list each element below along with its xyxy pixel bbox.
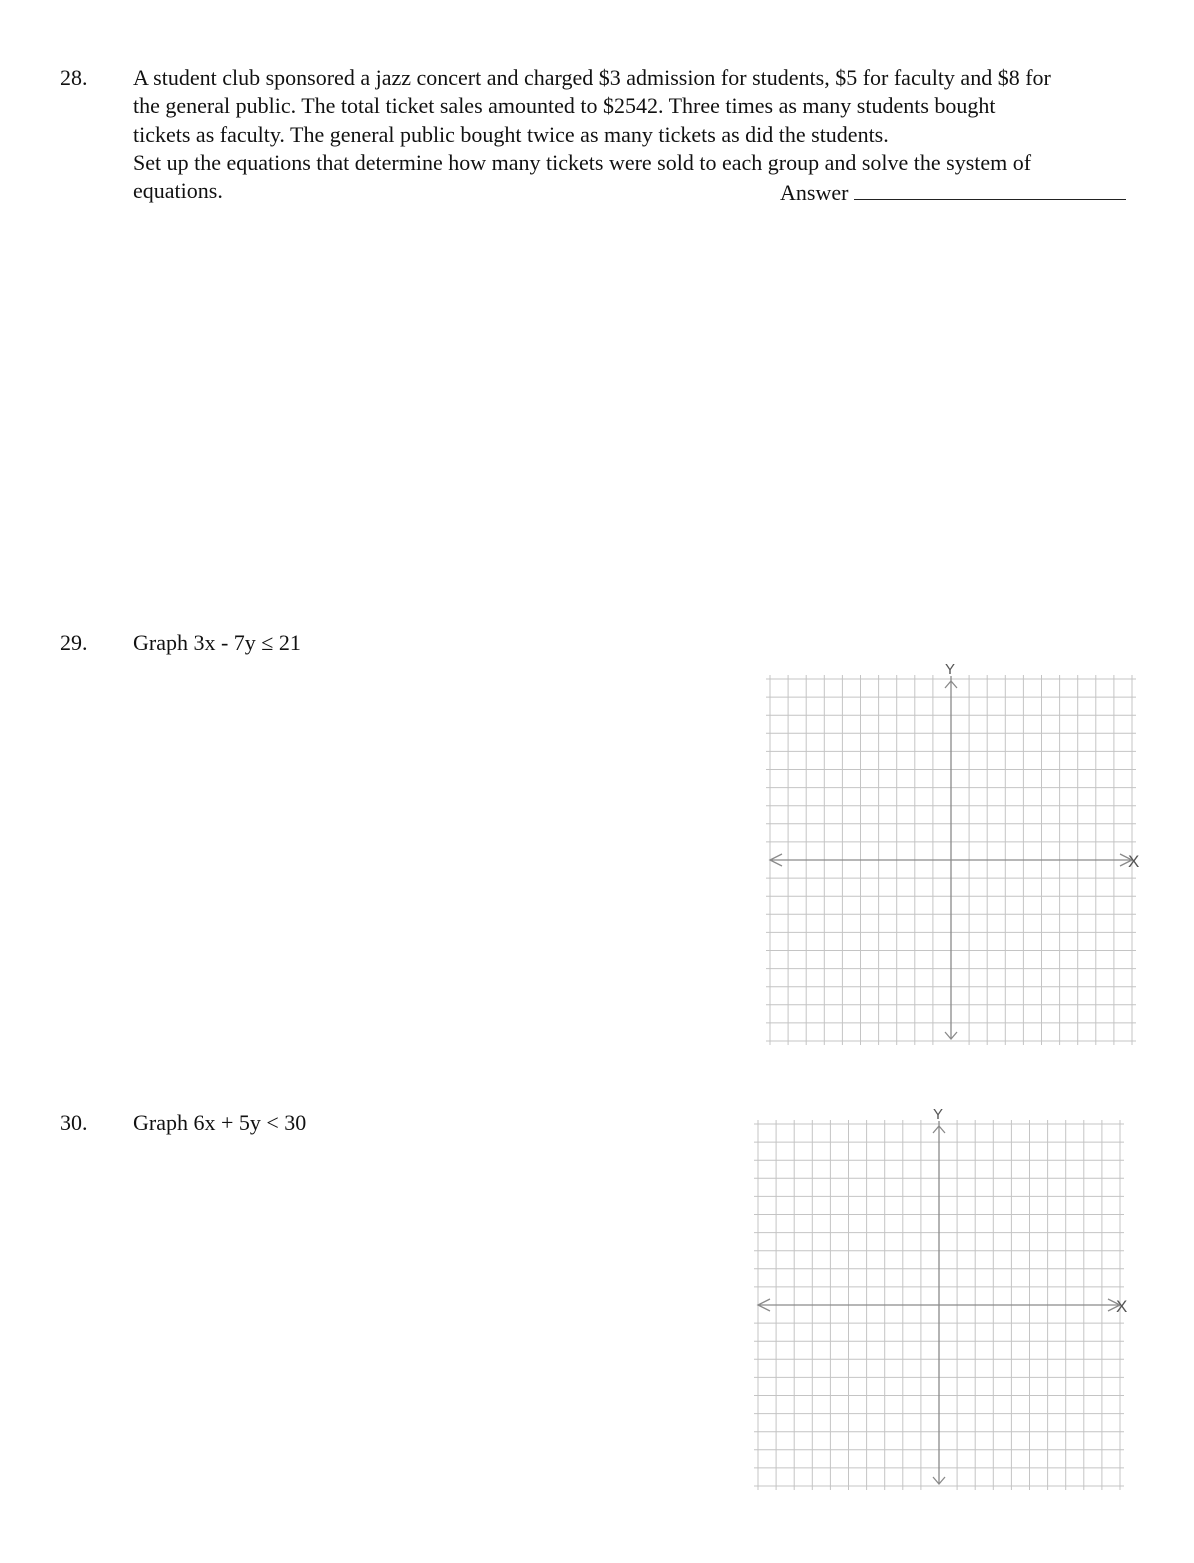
grid-30-x-label: X (1116, 1297, 1128, 1316)
answer-blank-line[interactable] (854, 177, 1126, 200)
question-28-line-4: Set up the equations that determine how many tickets were sold to each group and solve the system of (133, 149, 1032, 175)
question-28-line-1: A student club sponsored a jazz concert and charged $3 admission for students, $5 for faculty and $8 for (133, 65, 1051, 90)
coordinate-grid-30[interactable] (750, 1101, 1142, 1491)
question-29-prompt: Graph 3x - 7y ≤ 21 (133, 630, 301, 655)
grid-30-y-label: Y (933, 1106, 944, 1123)
question-28-line-3: tickets as faculty. The general public bought twice as many tickets as did the students. (133, 121, 889, 147)
coordinate-grid-30-svg[interactable] (750, 1101, 1142, 1491)
grid-29-y-label: Y (945, 661, 956, 678)
question-28-number: 28. (60, 65, 88, 90)
answer-row (780, 177, 1126, 207)
coordinate-grid-29-svg[interactable] (762, 656, 1154, 1046)
coordinate-grid-29[interactable] (762, 656, 1154, 1046)
answer-label: Answer (780, 180, 849, 205)
question-30-prompt: Graph 6x + 5y < 30 (133, 1110, 307, 1135)
question-28-line-5: equations. (133, 178, 223, 204)
question-28-line-2: the general public. The total ticket sales amounted to $2542. Three times as many students bought (133, 93, 996, 119)
question-30-number: 30. (60, 1110, 88, 1135)
grid-29-x-label: X (1128, 852, 1140, 871)
question-29-number: 29. (60, 630, 88, 655)
